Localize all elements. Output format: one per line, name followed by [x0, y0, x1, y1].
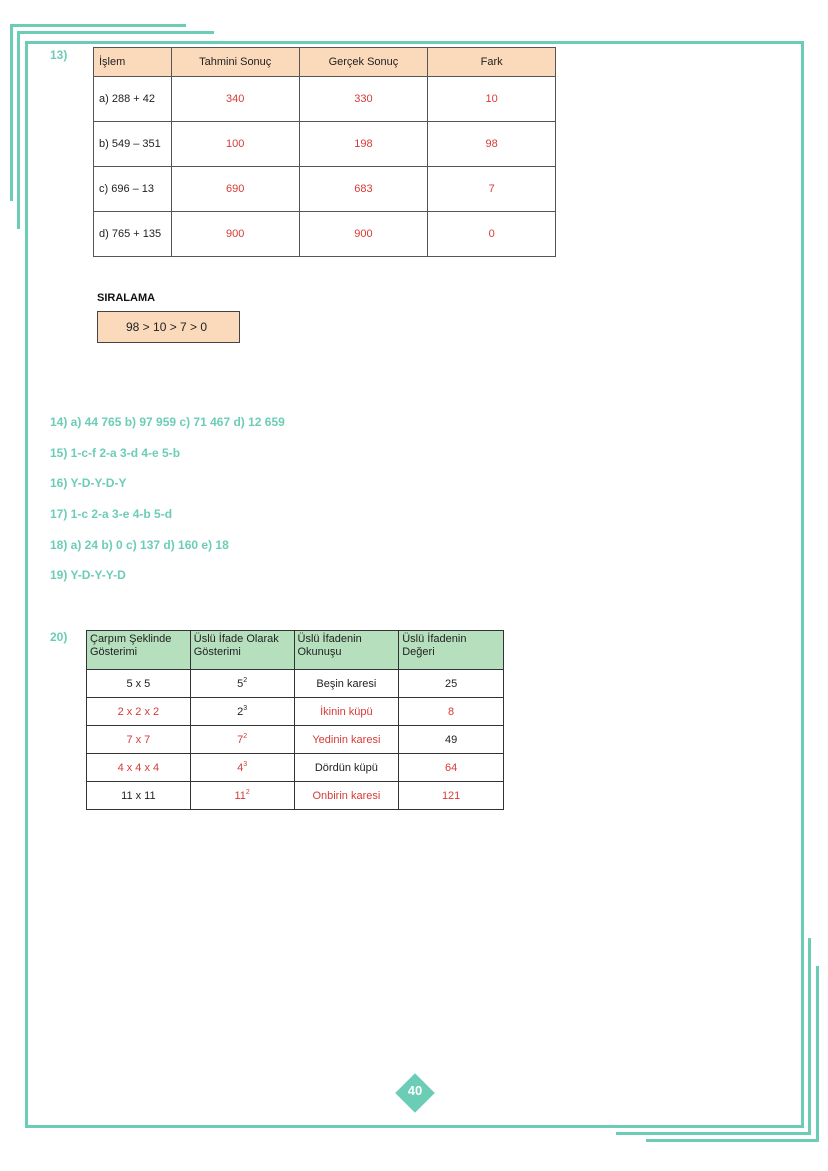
frame-line: [816, 966, 819, 1142]
frame-line: [10, 24, 186, 27]
q13-table: [93, 47, 556, 257]
answer-14: 14) a) 44 765 b) 97 959 c) 71 467 d) 12 659: [50, 415, 285, 429]
power-exponent: 3: [243, 761, 248, 768]
frame-line: [616, 1132, 811, 1135]
header-gercek-sonuc: Gerçek Sonuç: [299, 48, 428, 77]
power-cell: [190, 670, 294, 698]
power-base: 11: [234, 790, 246, 802]
header-deger: Üslü İfadenin Değeri: [399, 631, 504, 670]
frame-line: [25, 41, 28, 1128]
frame-line: [808, 938, 811, 1135]
value-cell: 25: [399, 670, 504, 698]
operation-cell: b) 549 – 351: [94, 122, 172, 167]
actual-cell: 198: [299, 122, 428, 167]
header-fark: Fark: [428, 48, 556, 77]
table-row: [94, 212, 556, 257]
operation-cell: c) 696 – 13: [94, 167, 172, 212]
value-cell: 121: [399, 782, 504, 810]
header-okunus: Üslü İfadenin Okunuşu: [294, 631, 399, 670]
estimate-cell: 100: [171, 122, 299, 167]
value-cell: 8: [399, 698, 504, 726]
power-cell: [190, 726, 294, 754]
value-cell: 64: [399, 754, 504, 782]
frame-line: [25, 1125, 804, 1128]
question-13-number: 13): [50, 48, 68, 62]
siralama-title: SIRALAMA: [97, 292, 156, 304]
power-exponent: 2: [245, 789, 250, 796]
answer-16: 16) Y-D-Y-D-Y: [50, 476, 127, 490]
reading-cell: İkinin küpü: [294, 698, 399, 726]
power-exponent: 2: [243, 733, 248, 740]
reading-cell: Dördün küpü: [294, 754, 399, 782]
frame-line: [10, 24, 13, 201]
frame-line: [17, 31, 20, 229]
reading-cell: Yedinin karesi: [294, 726, 399, 754]
power-base: 5: [237, 678, 244, 690]
estimate-cell: 900: [171, 212, 299, 257]
difference-cell: 98: [428, 122, 556, 167]
power-exponent: 3: [243, 705, 248, 712]
difference-cell: 10: [428, 77, 556, 122]
table-row: [87, 782, 504, 810]
header-uslu-ifade: Üslü İfade Olarak Gösterimi: [190, 631, 294, 670]
difference-cell: 0: [428, 212, 556, 257]
page-number: 40: [407, 1083, 423, 1098]
reading-cell: Onbirin karesi: [294, 782, 399, 810]
table-row: [87, 698, 504, 726]
actual-cell: 683: [299, 167, 428, 212]
product-cell: 2 x 2 x 2: [87, 698, 191, 726]
frame-line: [646, 1139, 819, 1142]
product-cell: 7 x 7: [87, 726, 191, 754]
answer-15: 15) 1-c-f 2-a 3-d 4-e 5-b: [50, 446, 181, 460]
power-base: 4: [237, 762, 244, 774]
power-cell: [190, 782, 294, 810]
question-20-number: 20): [50, 630, 68, 644]
table-row: [94, 77, 556, 122]
header-tahmini-sonuc: Tahmini Sonuç: [171, 48, 299, 77]
header-islem: İşlem: [94, 48, 172, 77]
power-base: 2: [237, 706, 244, 718]
actual-cell: 330: [299, 77, 428, 122]
table-row: [94, 167, 556, 212]
difference-cell: 7: [428, 167, 556, 212]
answer-19: 19) Y-D-Y-Y-D: [50, 568, 126, 582]
reading-cell: Beşin karesi: [294, 670, 399, 698]
estimate-cell: 340: [171, 77, 299, 122]
siralama-box: 98 > 10 > 7 > 0: [97, 311, 240, 343]
table-row: [87, 726, 504, 754]
power-base: 7: [237, 734, 244, 746]
table-row: [94, 122, 556, 167]
frame-line: [25, 41, 804, 44]
power-exponent: 2: [243, 677, 248, 684]
operation-cell: a) 288 + 42: [94, 77, 172, 122]
value-cell: 49: [399, 726, 504, 754]
estimate-cell: 690: [171, 167, 299, 212]
power-cell: [190, 698, 294, 726]
answer-17: 17) 1-c 2-a 3-e 4-b 5-d: [50, 507, 173, 521]
frame-line: [801, 41, 804, 1128]
table-row: [87, 754, 504, 782]
product-cell: 5 x 5: [87, 670, 191, 698]
operation-cell: d) 765 + 135: [94, 212, 172, 257]
answer-18: 18) a) 24 b) 0 c) 137 d) 160 e) 18: [50, 538, 229, 552]
power-cell: [190, 754, 294, 782]
product-cell: 11 x 11: [87, 782, 191, 810]
header-carpim: Çarpım Şeklinde Gösterimi: [87, 631, 191, 670]
q20-table: [86, 630, 504, 810]
actual-cell: 900: [299, 212, 428, 257]
table-row: [87, 670, 504, 698]
frame-line: [17, 31, 214, 34]
product-cell: 4 x 4 x 4: [87, 754, 191, 782]
